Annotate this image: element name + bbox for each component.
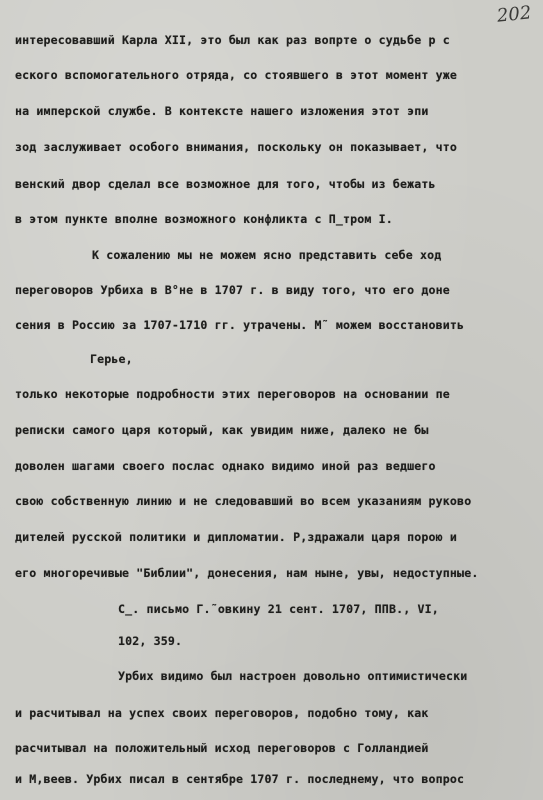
text-line: интересовавший Карла XII, это был как раз вопрте о судьбе р с	[15, 33, 450, 47]
text-line: и М,веев. Урбих писал в сентябре 1707 г. последнему, что вопрос	[15, 772, 465, 786]
footnote-line: 102, 359.	[118, 634, 183, 648]
text-line: и расчитывал на успех своих переговоров, подобно тому, как	[15, 706, 429, 720]
text-line: венский двор сделал все возможное для того, чтобы из бежать	[15, 177, 436, 191]
text-line: только некоторые подробности этих переговоров на основании пе	[15, 387, 450, 401]
text-line: в этом пункте вполне возможного конфликта с П_тром I.	[15, 212, 393, 226]
text-line: еского вспомогательного отряда, со стоявшего в этот момент уже	[15, 68, 458, 82]
footnote-line: С_. письмо Г.˜овкину 21 сент. 1707, ППВ., VI,	[118, 602, 439, 616]
text-line: его многоречивые "Библии", донесения, нам ныне, увы, недоступные.	[15, 566, 479, 580]
text-line: Герье,	[90, 352, 133, 366]
text-line: сения в Россию за 1707-1710 гг. утрачены. М˜ можем восстановить	[15, 318, 465, 332]
text-line: Урбих видимо был настроен довольно оптимистически	[118, 669, 468, 683]
text-line: К сожалению мы не можем ясно представить себе ход	[92, 248, 442, 262]
text-line: свою собственную линию и не следовавший во всем указаниям руково	[15, 494, 472, 508]
text-line: переговоров Урбиха в В°не в 1707 г. в виду того, что его доне	[15, 283, 450, 297]
page-number: 202	[495, 2, 533, 27]
text-line: на имперской службе. В контексте нашего изложения этот эпи	[15, 104, 429, 118]
text-line: доволен шагами своего послас однако видимо иной раз ведшего	[15, 459, 436, 473]
text-line: реписки самого царя который, как увидим ниже, далеко не бы	[15, 423, 429, 437]
text-line: расчитывал на положительный исход переговоров с Голландией	[15, 741, 429, 755]
text-line: дителей русской политики и дипломатии. Р,здражали царя порою и	[15, 530, 458, 544]
text-line: зод заслуживает особого внимания, поскольку он показывает, что	[15, 140, 458, 154]
